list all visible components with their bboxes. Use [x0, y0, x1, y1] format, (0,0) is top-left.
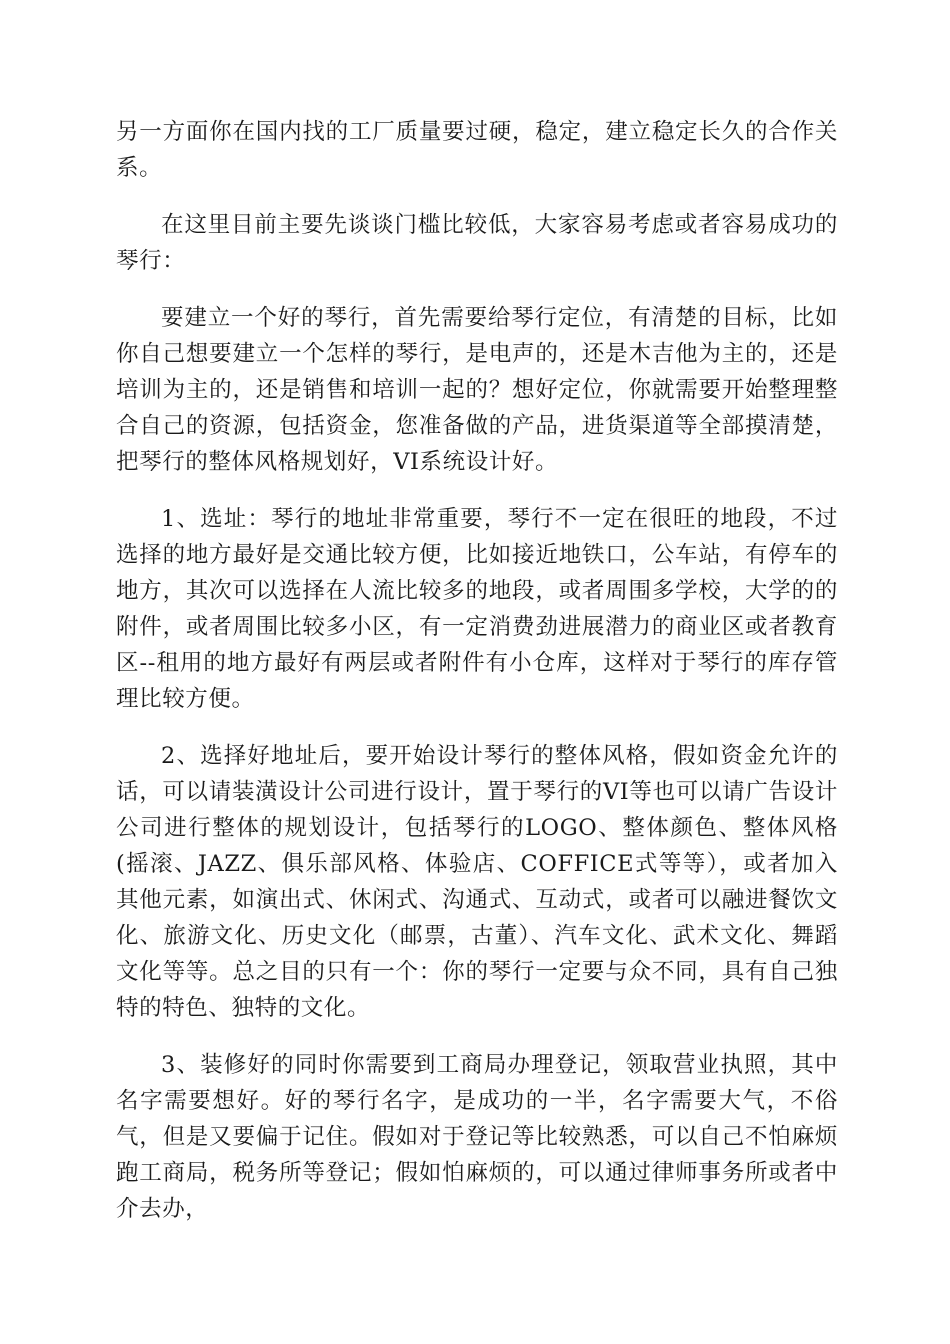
- document-body: [116, 114, 838, 1248]
- paragraph-factory-quality: 另一方面你在国内找的工厂质量要过硬，稳定，建立稳定长久的合作关系。: [116, 119, 838, 181]
- paragraph-registration: 3、装修好的同时你需要到工商局办理登记，领取营业执照，其中名字需要想好。好的琴行名字，是成功的一半，名字需要大气，不俗气，但是又要偏于记住。假如对于登记等比较熟悉，可以自己不怕麻烦跑工商局，税务所等登记；假如怕麻烦的，可以通过律师事务所或者中介去办，: [116, 1052, 838, 1222]
- paragraph-style-design: 2、选择好地址后，要开始设计琴行的整体风格，假如资金允许的话，可以请装潢设计公司进行设计，置于琴行的VI等也可以请广告设计公司进行整体的规划设计，包括琴行的LOGO、整体颜色、整体风格(摇滚、JAZZ、俱乐部风格、体验店、COFFICE式等等），或者加入其他元素，如演出式、休闲式、沟通式、互动式，或者可以融进餐饮文化、旅游文化、历史文化（邮票，古董）、汽车文化、武术文化、舞蹈文化等等。总之目的只有一个：你的琴行一定要与众不同，具有自己独特的特色、独特的文化。: [116, 743, 838, 1021]
- paragraph-positioning: 要建立一个好的琴行，首先需要给琴行定位，有清楚的目标，比如你自己想要建立一个怎样的琴行，是电声的，还是木吉他为主的，还是培训为主的，还是销售和培训一起的？想好定位，你就需要开始整理整合自己的资源，包括资金，您准备做的产品，进货渠道等全部摸清楚，把琴行的整体风格规划好，VI系统设计好。: [116, 305, 838, 475]
- paragraph-intro: 在这里目前主要先谈谈门槛比较低，大家容易考虑或者容易成功的琴行：: [116, 212, 838, 274]
- paragraph-location: 1、选址：琴行的地址非常重要，琴行不一定在很旺的地段，不过选择的地方最好是交通比较方便，比如接近地铁口，公车站，有停车的地方，其次可以选择在人流比较多的地段，或者周围多学校，大学的的附件，或者周围比较多小区，有一定消费劲进展潜力的商业区或者教育区--租用的地方最好有两层或者附件有小仓库，这样对于琴行的库存管理比较方便。: [116, 506, 838, 712]
